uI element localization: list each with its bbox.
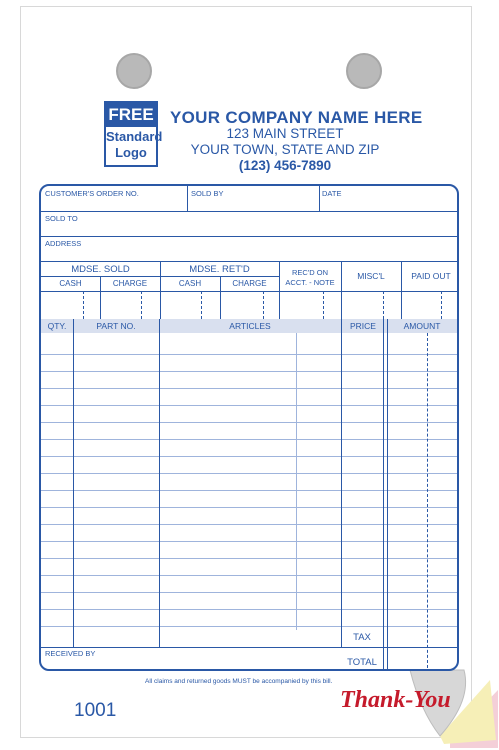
tax-label: TAX — [353, 632, 371, 643]
table-row — [41, 507, 457, 508]
invoice-form — [39, 184, 459, 671]
sold-by-label: SOLD BY — [191, 189, 224, 198]
customer-order-label: CUSTOMER'S ORDER NO. — [45, 189, 139, 198]
articles-header: ARTICLES — [229, 321, 271, 331]
divider — [401, 261, 402, 319]
mdse-sold-label: MDSE. SOLD — [71, 264, 130, 275]
divider — [41, 236, 457, 237]
claims-note: All claims and returned goods MUST be accompanied by this bill. — [145, 678, 333, 685]
received-by-label: RECEIVED BY — [45, 649, 96, 658]
divider — [41, 261, 457, 262]
charge-label: CHARGE — [232, 279, 267, 288]
thank-you-text: Thank-You — [340, 687, 451, 713]
recd-on-label: REC'D ON — [291, 268, 329, 277]
total-label: TOTAL — [347, 657, 377, 668]
charge-label: CHARGE — [112, 279, 148, 288]
table-row — [41, 592, 457, 593]
logo — [104, 101, 163, 167]
table-row — [41, 473, 457, 474]
punch-hole-left — [116, 53, 152, 89]
company-city: YOUR TOWN, STATE AND ZIP — [190, 142, 380, 157]
miscl-label: MISC'L — [357, 271, 385, 281]
table-row — [41, 422, 457, 423]
divider — [41, 291, 457, 292]
cents-divider — [323, 291, 324, 319]
table-row — [41, 609, 457, 610]
table-row — [41, 388, 457, 389]
cents-divider — [427, 333, 428, 671]
logo-line1: Standard — [106, 129, 163, 144]
acct-note-label: ACCT. - NOTE — [285, 278, 335, 287]
table-row — [41, 541, 457, 542]
cents-divider — [263, 291, 264, 319]
divider — [341, 261, 342, 319]
cents-divider — [383, 291, 384, 319]
column-divider — [387, 319, 388, 671]
cents-divider — [141, 291, 142, 319]
column-divider — [383, 319, 384, 671]
date-label: DATE — [322, 189, 342, 198]
divider — [319, 186, 320, 211]
divider — [187, 186, 188, 211]
form-number: 1001 — [74, 700, 117, 721]
table-row — [41, 405, 457, 406]
address-label: ADDRESS — [45, 239, 82, 248]
paid-out-label: PAID OUT — [411, 271, 451, 281]
part-no-header: PART NO. — [96, 321, 136, 331]
table-row — [41, 558, 457, 559]
table-row — [41, 626, 457, 627]
table-row — [41, 524, 457, 525]
punch-hole-right — [346, 53, 382, 89]
table-row — [41, 354, 457, 355]
divider — [41, 647, 457, 648]
company-name: YOUR COMPANY NAME HERE — [170, 108, 423, 127]
table-row — [41, 439, 457, 440]
sold-to-label: SOLD TO — [45, 214, 78, 223]
cents-divider — [83, 291, 84, 319]
table-row — [41, 490, 457, 491]
mdse-retd-label: MDSE. RET'D — [189, 264, 250, 275]
divider — [41, 211, 457, 212]
qty-header: QTY. — [47, 321, 67, 331]
column-divider — [73, 319, 74, 647]
company-phone: (123) 456-7890 — [238, 158, 332, 173]
table-row — [41, 575, 457, 576]
column-divider — [341, 319, 342, 647]
table-row — [41, 456, 457, 457]
cents-divider — [201, 291, 202, 319]
amount-header: AMOUNT — [403, 321, 441, 331]
logo-line2: Logo — [115, 145, 147, 160]
column-divider — [159, 319, 160, 647]
cash-label: CASH — [59, 279, 82, 288]
company-street: 123 MAIN STREET — [226, 126, 344, 141]
cash-label: CASH — [178, 279, 202, 288]
column-divider — [296, 333, 297, 630]
cents-divider — [441, 291, 442, 319]
table-row — [41, 371, 457, 372]
price-header: PRICE — [350, 321, 376, 331]
logo-free-text: FREE — [106, 103, 156, 127]
